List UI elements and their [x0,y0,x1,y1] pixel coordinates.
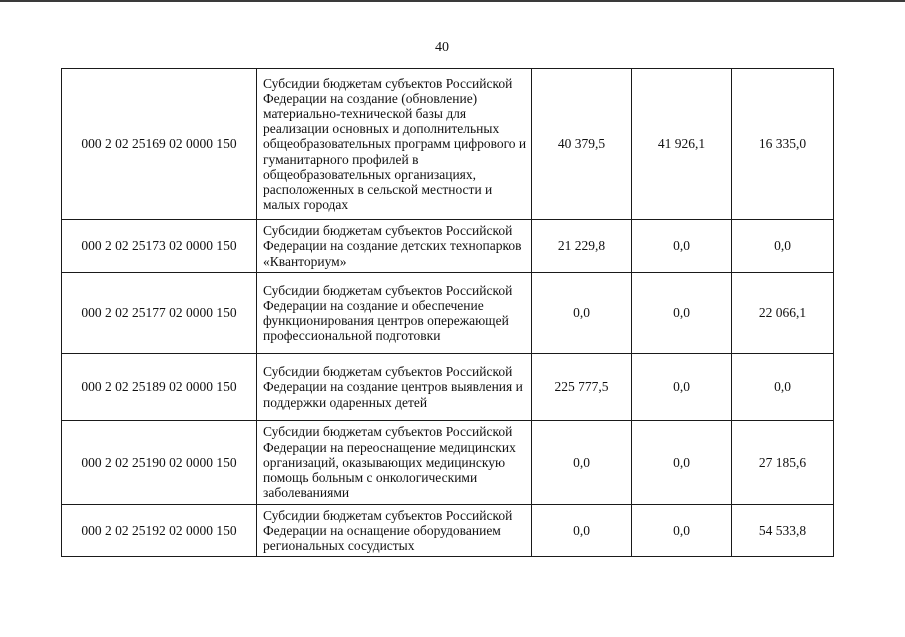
table-row [62,273,834,354]
amount-cell-year-3: 27 185,6 [732,421,834,505]
amount-cell-year-2: 0,0 [632,273,732,354]
amount-cell-year-2: 0,0 [632,421,732,505]
budget-code-cell: 000 2 02 25189 02 0000 150 [62,354,257,421]
amount-cell-year-1: 0,0 [532,421,632,505]
table-row [62,354,834,421]
amount-cell-year-1: 40 379,5 [532,69,632,220]
budget-code-cell: 000 2 02 25177 02 0000 150 [62,273,257,354]
description-cell: Субсидии бюджетам субъектов Российской Федерации на оснащение оборудованием региональных сосудистых [257,505,532,557]
budget-code-cell: 000 2 02 25192 02 0000 150 [62,505,257,557]
amount-cell-year-1: 0,0 [532,273,632,354]
amount-cell-year-1: 21 229,8 [532,220,632,273]
table-row [62,69,834,220]
amount-cell-year-3: 16 335,0 [732,69,834,220]
amount-cell-year-1: 0,0 [532,505,632,557]
budget-table [61,68,834,557]
amount-cell-year-2: 0,0 [632,505,732,557]
description-cell: Субсидии бюджетам субъектов Российской Федерации на создание и обеспечение функционирования центров опережающей профессиональной подготовки [257,273,532,354]
amount-cell-year-2: 0,0 [632,220,732,273]
amount-cell-year-3: 22 066,1 [732,273,834,354]
amount-cell-year-3: 0,0 [732,220,834,273]
amount-cell-year-2: 0,0 [632,354,732,421]
description-cell: Субсидии бюджетам субъектов Российской Федерации на создание детских технопарков «Кванториум» [257,220,532,273]
amount-cell-year-1: 225 777,5 [532,354,632,421]
description-cell: Субсидии бюджетам субъектов Российской Федерации на создание (обновление) материально-технической базы для реализации основных и дополнительных общеобразовательных программ цифрового и гуманитарного профилей в общеобразовательных организациях, расположенных в сельской местности и малых городах [257,69,532,220]
budget-code-cell: 000 2 02 25190 02 0000 150 [62,421,257,505]
amount-cell-year-2: 41 926,1 [632,69,732,220]
amount-cell-year-3: 54 533,8 [732,505,834,557]
table-row [62,421,834,505]
budget-code-cell: 000 2 02 25173 02 0000 150 [62,220,257,273]
scan-top-edge [0,0,905,2]
description-cell: Субсидии бюджетам субъектов Российской Федерации на переоснащение медицинских организаций, оказывающих медицинскую помощь больным с онкологическими заболеваниями [257,421,532,505]
table-row [62,220,834,273]
page-number: 40 [435,40,449,55]
budget-code-cell: 000 2 02 25169 02 0000 150 [62,69,257,220]
description-cell: Субсидии бюджетам субъектов Российской Федерации на создание центров выявления и поддержки одаренных детей [257,354,532,421]
amount-cell-year-3: 0,0 [732,354,834,421]
table-row [62,505,834,557]
